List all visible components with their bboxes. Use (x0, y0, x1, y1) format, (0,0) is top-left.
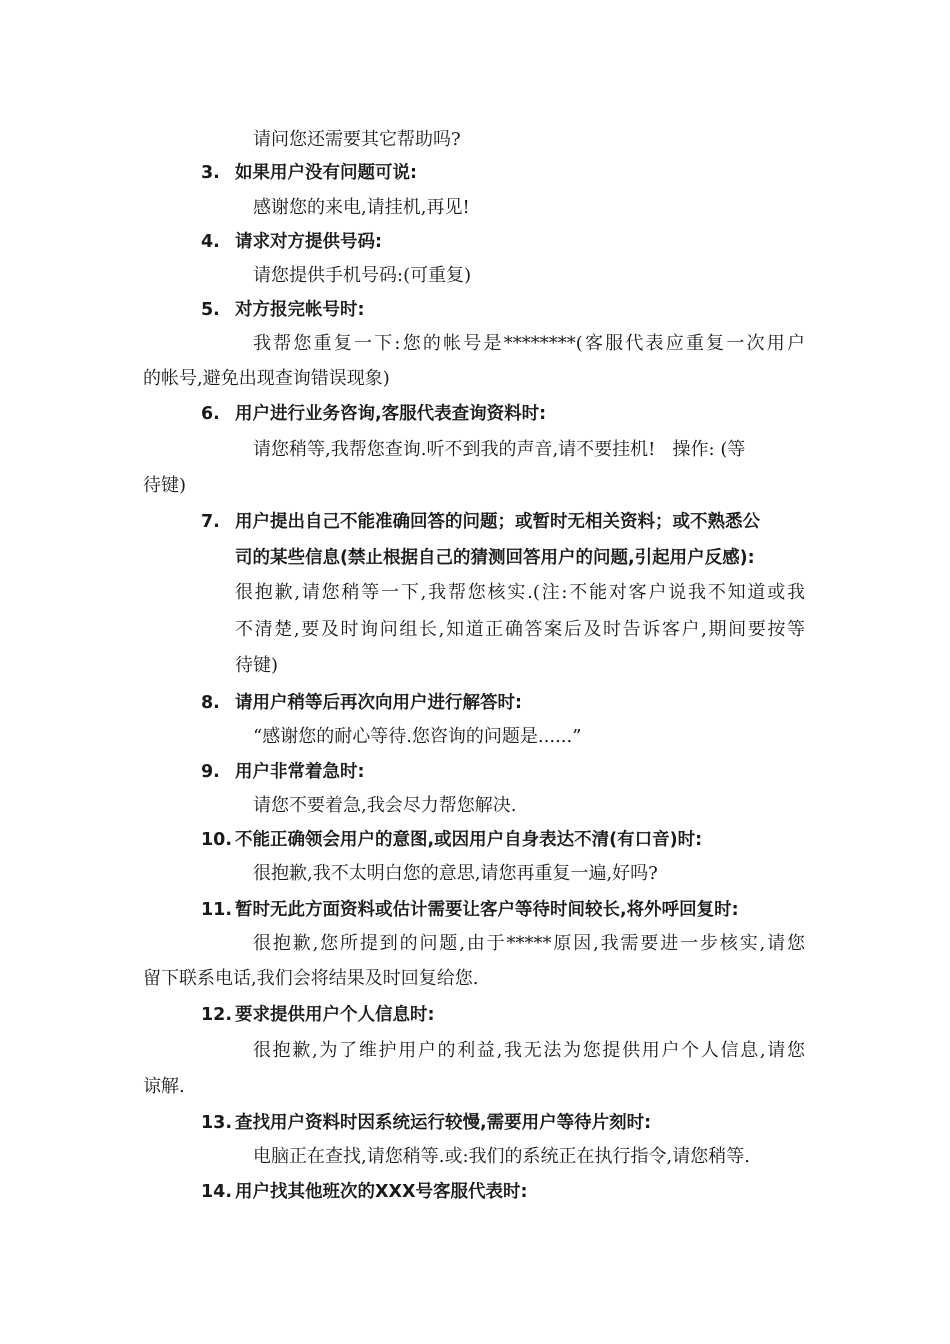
reply-text: 待键) (235, 655, 279, 676)
heading-text: 不能正确领会用户的意图,或因用户自身表达不清(有口音)时: (235, 830, 703, 850)
heading-text: 请用户稍等后再次向用户进行解答时: (235, 693, 522, 713)
heading-text: 用户找其他班次的XXX号客服代表时: (235, 1182, 528, 1202)
item-heading-10 (201, 828, 702, 852)
item-heading-3 (201, 161, 417, 185)
item-number: 12. (201, 1005, 233, 1025)
heading-text: 查找用户资料时因系统运行较慢,需要用户等待片刻时: (235, 1113, 652, 1133)
reply-text: 我帮您重复一下:您的帐号是********(客服代表应重复一次用户 (253, 333, 805, 354)
item-number: 10. (201, 830, 233, 850)
reply-text: 电脑正在查找,请您稍等.或:我们的系统正在执行指令,请您稍等. (253, 1146, 750, 1167)
item-heading-13 (201, 1111, 651, 1135)
item-heading-4 (201, 230, 382, 254)
heading-text: 对方报完帐号时: (235, 300, 365, 320)
reply-text: 请问您还需要其它帮助吗? (253, 129, 461, 150)
reply-text: 很抱歉,您所提到的问题,由于*****原因,我需要进一步核实,请您 (253, 933, 805, 954)
item-number: 9. (201, 762, 220, 782)
item-heading-6 (201, 402, 546, 426)
item-number: 14. (201, 1182, 233, 1202)
item-heading-12 (201, 1003, 435, 1027)
reply-text: 很抱歉,我不太明白您的意思,请您再重复一遍,好吗? (253, 863, 658, 884)
item-heading-7 (201, 510, 760, 534)
item-number: 13. (201, 1113, 233, 1133)
item-heading-5 (201, 298, 365, 322)
reply-text: 请您提供手机号码:(可重复) (253, 265, 472, 286)
heading-text: 请求对方提供号码: (235, 232, 382, 252)
reply-text: 的帐号,避免出现查询错误现象) (143, 368, 390, 389)
item-number: 8. (201, 693, 220, 713)
item-number: 11. (201, 900, 233, 920)
item-number: 5. (201, 300, 220, 320)
item-heading-9 (201, 760, 365, 784)
item-number: 7. (201, 512, 220, 532)
reply-text: 留下联系电话,我们会将结果及时回复给您. (143, 968, 479, 989)
item-number: 3. (201, 163, 220, 183)
reply-text: 很抱歉,为了维护用户的利益,我无法为您提供用户个人信息,请您 (253, 1040, 805, 1061)
reply-text: 待键) (143, 475, 187, 496)
reply-text: 不清楚,要及时询问组长,知道正确答案后及时告诉客户,期间要按等 (235, 619, 805, 640)
item-heading-11 (201, 898, 739, 922)
heading-text: 司的某些信息(禁止根据自己的猜测回答用户的问题,引起用户反感): (235, 548, 755, 568)
reply-text: 很抱歉,请您稍等一下,我帮您核实.(注:不能对客户说我不知道或我 (235, 582, 805, 603)
heading-text: 如果用户没有问题可说: (235, 163, 417, 183)
reply-text: 请您不要着急,我会尽力帮您解决. (253, 795, 517, 816)
item-heading-8 (201, 691, 522, 715)
reply-text: 请您稍等,我帮您查询.听不到我的声音,请不要挂机! 操作: (等 (253, 439, 746, 460)
heading-text: 用户进行业务咨询,客服代表查询资料时: (235, 404, 547, 424)
reply-text: 谅解. (143, 1076, 185, 1097)
item-number: 4. (201, 232, 220, 252)
heading-text: 用户非常着急时: (235, 762, 365, 782)
heading-text: 用户提出自己不能准确回答的问题；或暂时无相关资料；或不熟悉公 (235, 512, 760, 532)
item-number: 6. (201, 404, 220, 424)
reply-text: 感谢您的来电,请挂机,再见! (253, 197, 470, 218)
item-heading-14 (201, 1180, 527, 1204)
heading-text: 暂时无此方面资料或估计需要让客户等待时间较长,将外呼回复时: (235, 900, 739, 920)
reply-text: “感谢您的耐心等待.您咨询的问题是......” (253, 726, 582, 747)
heading-text: 要求提供用户个人信息时: (235, 1005, 435, 1025)
